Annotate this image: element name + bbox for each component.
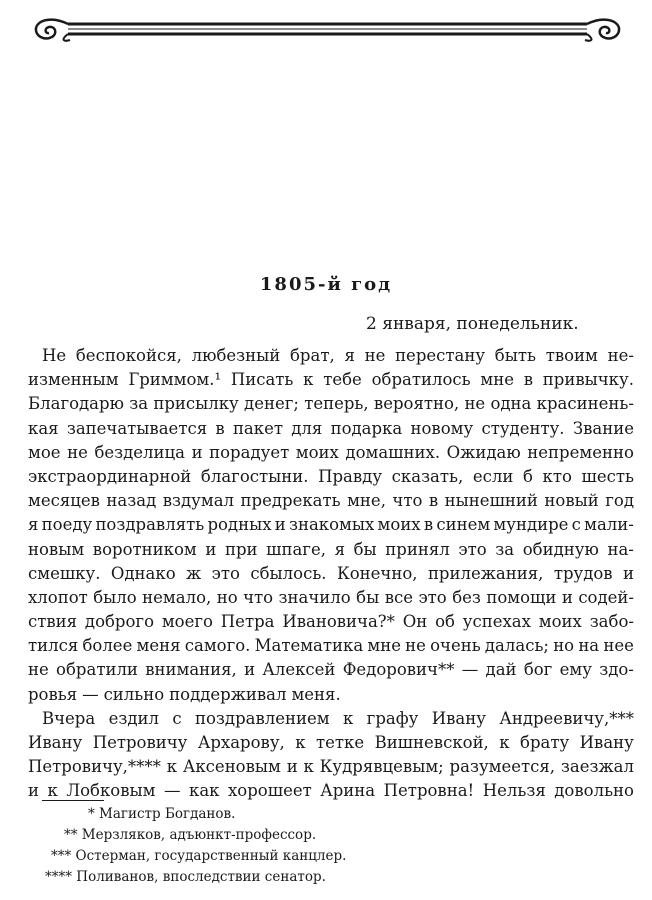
word: не — [67, 442, 88, 462]
word: с — [571, 515, 581, 535]
word: беспокойся, — [75, 346, 182, 365]
word: год — [605, 491, 634, 511]
word: перестану — [395, 346, 486, 365]
text-line — [28, 731, 634, 755]
word: забо- — [589, 612, 634, 632]
word: очень — [430, 636, 481, 656]
word: бы — [353, 539, 377, 559]
text-line — [28, 344, 634, 368]
word: Ивану — [579, 733, 634, 752]
word: не — [364, 346, 386, 365]
word: но — [216, 587, 238, 607]
word: Аксеновым — [182, 757, 281, 777]
word: я — [334, 539, 345, 559]
footnote: *** Остерман, государственный канцлер. — [51, 848, 347, 864]
word: моего — [161, 612, 213, 632]
word: не — [28, 660, 49, 680]
word: к — [303, 757, 314, 777]
word: Математика — [254, 636, 364, 656]
word: назад — [106, 491, 157, 511]
word: поздравлять — [95, 515, 205, 535]
word: смешку. — [28, 563, 101, 583]
word: Петровна! — [383, 781, 475, 801]
word: любезный — [191, 346, 281, 365]
word: новому — [410, 418, 474, 438]
word: шпаге, — [266, 539, 326, 559]
word: родных — [207, 515, 272, 535]
page-heading: 1805-й год — [259, 274, 393, 295]
word: экстраординарной — [28, 466, 192, 486]
footnote: ** Мерзляков, адъюнкт-профессор. — [64, 827, 317, 843]
word: — — [164, 781, 181, 801]
word: новым — [28, 539, 85, 559]
word: без — [452, 587, 481, 607]
word: мали- — [584, 515, 634, 535]
word: кто — [542, 466, 572, 486]
word: тетке — [316, 733, 365, 752]
word: Конечно, — [336, 563, 418, 583]
word: это — [458, 539, 487, 559]
word: но — [553, 636, 575, 656]
word: и — [623, 563, 634, 583]
word: все — [384, 587, 413, 607]
text-line — [28, 441, 634, 465]
word: на- — [607, 539, 634, 559]
word: и — [286, 757, 298, 777]
word: порадует — [209, 442, 290, 462]
body-text — [28, 344, 634, 804]
word: новый — [544, 491, 599, 511]
word: меня. — [291, 684, 341, 704]
word: тебе — [323, 370, 362, 390]
word: дай — [485, 660, 517, 680]
word: сбылось. — [250, 563, 327, 583]
word: прилежания, — [427, 563, 544, 583]
word: что — [243, 587, 274, 607]
word: поддерживал — [169, 684, 287, 704]
word: хлопот — [28, 587, 88, 607]
word: студенту. — [481, 418, 565, 438]
word: Петровичу — [92, 733, 188, 752]
word: я — [344, 346, 355, 365]
word: Ожидаю — [446, 442, 521, 462]
word: немало, — [142, 587, 212, 607]
word: Правду — [318, 466, 383, 486]
text-line — [28, 513, 634, 537]
word: моих — [377, 515, 421, 535]
word: Алексей — [262, 660, 336, 680]
word: к — [342, 708, 354, 728]
word: безделица — [94, 442, 185, 462]
word: красинень- — [536, 394, 634, 414]
word: Однако — [110, 563, 176, 583]
text-line — [28, 562, 634, 586]
word: мне, — [347, 491, 386, 511]
word: брату — [520, 733, 570, 752]
word: воротником — [92, 539, 197, 559]
word: б — [522, 466, 533, 486]
word: Благодарю — [28, 394, 124, 414]
word: что — [392, 491, 423, 511]
text-line — [28, 779, 634, 803]
word: Писать — [230, 370, 294, 390]
word: для — [291, 418, 323, 438]
word: трудов — [553, 563, 613, 583]
word: далась; — [484, 636, 549, 656]
word: Гриммом.¹ — [128, 370, 222, 390]
word: ровья — [28, 684, 78, 704]
word: довольно — [554, 781, 634, 801]
word: в — [523, 370, 534, 390]
word: поздравлением — [194, 708, 330, 728]
text-line — [28, 610, 634, 634]
text-line — [28, 489, 634, 513]
word: нее — [603, 636, 634, 656]
word: это — [418, 587, 447, 607]
word: присылку — [153, 394, 239, 414]
word: ездил — [108, 708, 159, 728]
word: Звание — [572, 418, 634, 438]
word: разумеется, — [449, 757, 556, 777]
text-line — [28, 755, 634, 779]
word: теперь, — [304, 394, 369, 414]
word: мое — [28, 442, 61, 462]
text-line — [28, 417, 634, 441]
word: мундире — [493, 515, 569, 535]
word: хорошеет — [228, 781, 312, 801]
word: к — [47, 781, 58, 801]
word: с — [172, 708, 182, 728]
word: Петра — [220, 612, 275, 632]
word: к — [303, 370, 314, 390]
word: содей- — [578, 587, 634, 607]
text-line — [28, 368, 634, 392]
word: месяцев — [28, 491, 100, 511]
word: быть — [494, 346, 536, 365]
word: в — [215, 418, 225, 438]
word: Архарову, — [197, 733, 285, 752]
word: подарка — [330, 418, 403, 438]
word: Не — [42, 346, 67, 365]
word: доброго — [84, 612, 155, 632]
text-line — [28, 538, 634, 562]
word: шесть — [581, 466, 634, 486]
text-line — [28, 658, 634, 682]
word: если — [472, 466, 514, 486]
word: успехах — [462, 612, 531, 632]
word: обидную — [522, 539, 599, 559]
word: — — [82, 684, 99, 704]
word: бог — [523, 660, 553, 680]
word: одна — [490, 394, 532, 414]
word: внимания, — [145, 660, 237, 680]
word: и — [191, 442, 203, 462]
word: Андреевичу,*** — [499, 708, 634, 728]
word: предрекать — [240, 491, 341, 511]
word: Ивану — [431, 708, 486, 728]
text-line — [28, 465, 634, 489]
text-line — [28, 707, 634, 731]
word: мне — [480, 370, 514, 390]
word: изменным — [28, 370, 119, 390]
word: ствия — [28, 612, 78, 632]
word: как — [189, 781, 220, 801]
word: непременно — [527, 442, 634, 462]
footnote: **** Поливанов, впоследствии сенатор. — [45, 869, 326, 885]
word: Кудрявцевым; — [319, 757, 444, 777]
text-line — [28, 586, 634, 610]
word: не — [405, 636, 426, 656]
word: при — [224, 539, 258, 559]
word: это — [211, 563, 240, 583]
word: сильно — [103, 684, 165, 704]
word: моих — [295, 442, 339, 462]
word: об — [435, 612, 455, 632]
word: бы — [356, 587, 380, 607]
word: меня — [136, 636, 181, 656]
word: и — [28, 781, 39, 801]
word: за — [129, 394, 149, 414]
dateline: 2 января, понедельник. — [366, 314, 579, 334]
word: самого. — [184, 636, 251, 656]
word: я — [28, 515, 39, 535]
word: и — [205, 539, 217, 559]
word: Петровичу,**** — [28, 757, 161, 777]
word: не- — [607, 346, 634, 365]
word: и — [561, 587, 573, 607]
word: тился — [28, 636, 79, 656]
word: не — [464, 394, 486, 414]
word: принял — [385, 539, 450, 559]
word: ему — [559, 660, 592, 680]
word: Вишневской, — [374, 733, 489, 752]
word: более — [82, 636, 133, 656]
word: сказать, — [391, 466, 464, 486]
header-ornament — [30, 14, 625, 44]
word: заезжал — [560, 757, 634, 777]
word: Федорович** — [342, 660, 455, 680]
word: поеду — [41, 515, 93, 535]
word: к — [499, 733, 510, 752]
word: Он — [402, 612, 428, 632]
text-line — [28, 683, 634, 707]
word: Ивановича?* — [282, 612, 395, 632]
word: — — [461, 660, 479, 680]
word: в — [423, 515, 434, 535]
word: ж — [186, 563, 202, 583]
word: денег; — [244, 394, 299, 414]
word: пакет — [232, 418, 283, 438]
word: брат, — [290, 346, 335, 365]
word: было — [93, 587, 137, 607]
word: за — [495, 539, 515, 559]
word: домашних. — [345, 442, 441, 462]
word: и — [244, 660, 256, 680]
word: вздумал — [162, 491, 235, 511]
word: вероятно, — [373, 394, 460, 414]
word: моих — [538, 612, 582, 632]
word: обратилось — [371, 370, 471, 390]
word: здо- — [599, 660, 634, 680]
word: Нельзя — [482, 781, 546, 801]
word: мне — [367, 636, 401, 656]
word: благостыни. — [200, 466, 309, 486]
footnote-rule — [42, 800, 104, 801]
word: знакомых — [288, 515, 375, 535]
text-line — [28, 392, 634, 416]
word: нынешний — [444, 491, 538, 511]
word: Лобковым — [66, 781, 156, 801]
word: Ивану — [28, 733, 83, 752]
word: синем — [436, 515, 491, 535]
word: графу — [366, 708, 419, 728]
word: обратили — [56, 660, 138, 680]
word: помощи — [486, 587, 557, 607]
footnote: * Магистр Богданов. — [88, 806, 236, 822]
word: к — [295, 733, 306, 752]
text-line — [28, 634, 634, 658]
word: Вчера — [42, 708, 96, 728]
word: на — [578, 636, 600, 656]
word: Арина — [320, 781, 376, 801]
word: привычку. — [542, 370, 634, 390]
word: кая — [28, 418, 59, 438]
word: в — [428, 491, 439, 511]
word: запечатывается — [66, 418, 208, 438]
word: к — [166, 757, 178, 777]
word: значило — [278, 587, 351, 607]
word: и — [274, 515, 286, 535]
word: твоим — [545, 346, 598, 365]
